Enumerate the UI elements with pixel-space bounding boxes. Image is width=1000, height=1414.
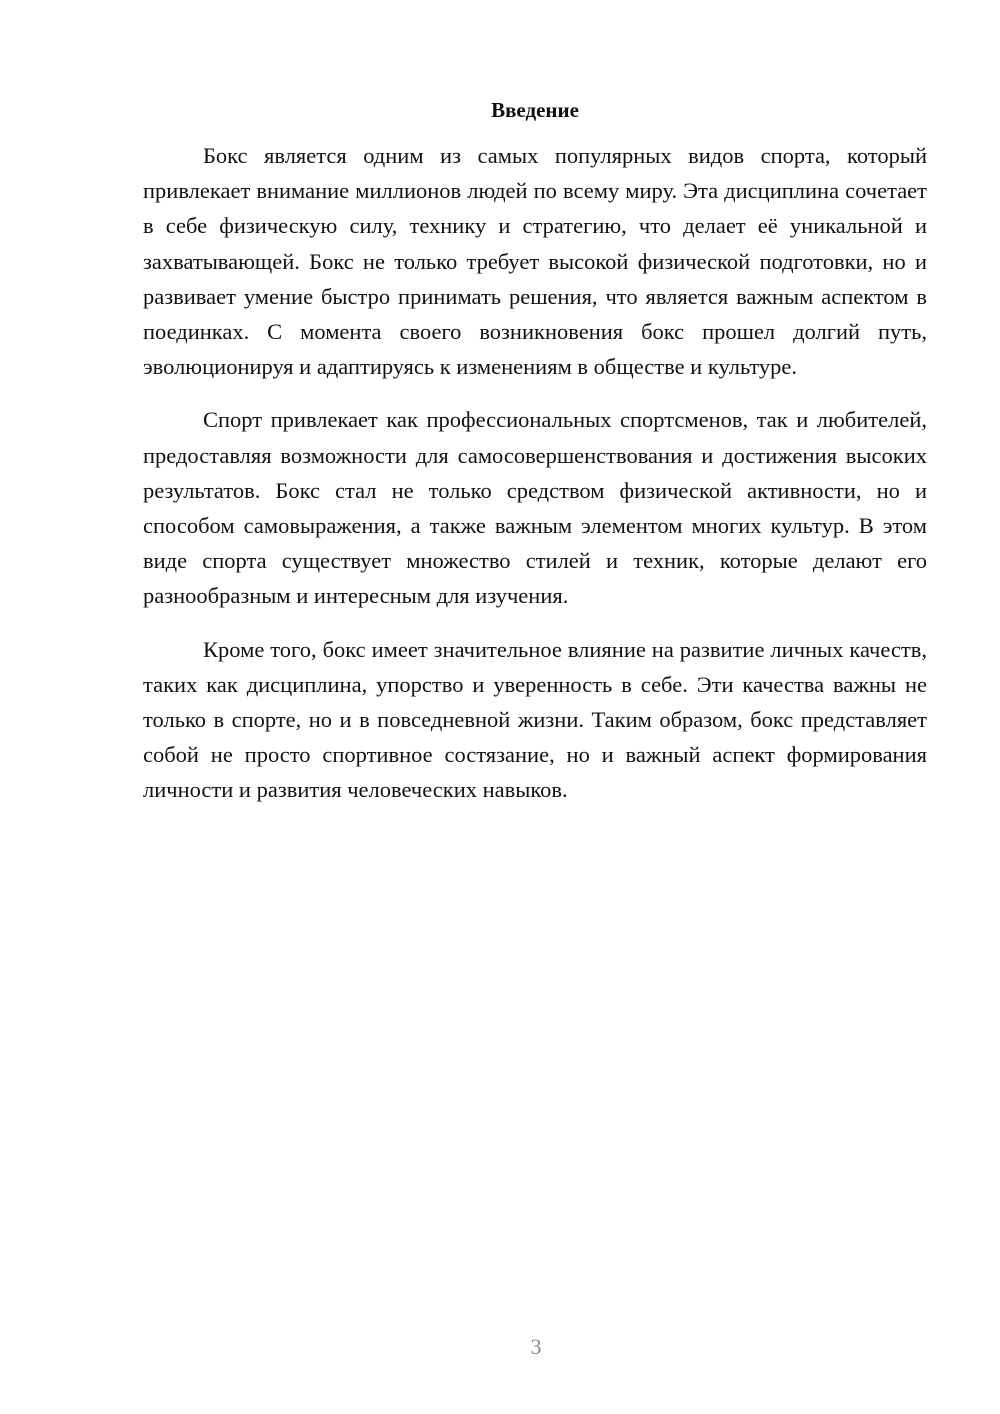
paragraph-3: Кроме того, бокс имеет значительное влияние на развитие личных качеств, таких как дисциплина, упорство и уверенность в себе. Эти качества важны не только в спорте, но и в повседневной жизни. Таким образом, бокс представляет собой не просто спортивное состязание, но и важный аспект формирования личности и развития человеческих навыков. (143, 636, 927, 803)
section-title: Введение (491, 98, 579, 122)
page-number: 3 (530, 1334, 542, 1359)
paragraph-2: Спорт привлекает как профессиональных спортсменов, так и любителей, предоставляя возможности для самосовершенствования и достижения высоких результатов. Бокс стал не только средством физической активности, но и способом самовыражения, а также важным элементом многих культур. В этом виде спорта существует множество стилей и техник, которые делают его разнообразным и интересным для изучения. (143, 407, 927, 609)
paragraph-1: Бокс является одним из самых популярных видов спорта, который привлекает внимание миллионов людей по всему миру. Эта дисциплина сочетает в себе физическую силу, технику и стратегию, что делает её уникальной и захватывающей. Бокс не только требует высокой физической подготовки, но и развивает умение быстро принимать решения, что является важным аспектом в поединках. С момента своего возникновения бокс прошел долгий путь, эволюционируя и адаптируясь к изменениям в обществе и культуре. (143, 143, 927, 380)
page-content (143, 96, 927, 826)
